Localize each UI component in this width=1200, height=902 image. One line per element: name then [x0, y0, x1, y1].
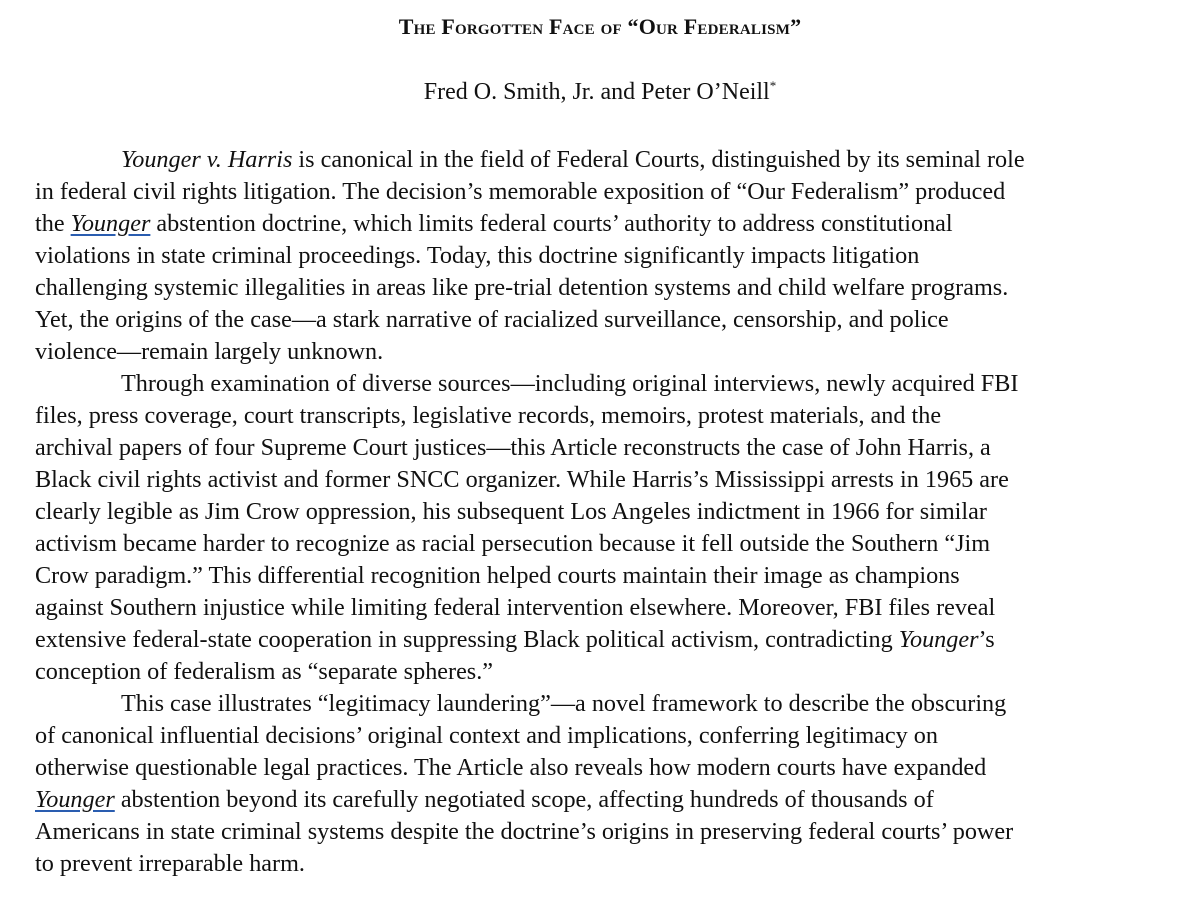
abstract-line: to prevent irreparable harm. — [35, 850, 305, 877]
abstract-line: the Younger abstention doctrine, which limits federal courts’ authority to address constitutional — [35, 210, 953, 237]
abstract-line: Americans in state criminal systems despite the doctrine’s origins in preserving federal courts’ power — [35, 818, 1014, 845]
abstract-line: of canonical influential decisions’ original context and implications, conferring legitimacy on — [35, 722, 938, 749]
case-link-younger[interactable]: Younger — [70, 210, 151, 237]
abstract-line: Black civil rights activist and former SNCC organizer. While Harris’s Mississippi arrests in 1965 are — [35, 466, 1009, 493]
abstract-line: Through examination of diverse sources—including original interviews, newly acquired FBI — [121, 370, 1019, 397]
case-link-younger[interactable]: Younger — [35, 786, 115, 813]
author-names: Fred O. Smith, Jr. and Peter O’Neill — [423, 79, 770, 105]
author-line — [0, 78, 1200, 106]
abstract-line: Yet, the origins of the case—a stark narrative of racialized surveillance, censorship, and police — [35, 306, 949, 333]
abstract-line: This case illustrates “legitimacy laundering”—a novel framework to describe the obscuring — [121, 690, 1007, 717]
abstract-line: files, press coverage, court transcripts, legislative records, memoirs, protest materials, and the — [35, 402, 942, 429]
abstract-line: otherwise questionable legal practices. The Article also reveals how modern courts have expanded — [35, 754, 987, 781]
abstract-line: violations in state criminal proceedings. Today, this doctrine significantly impacts litigation — [35, 242, 920, 269]
abstract-line: extensive federal-state cooperation in suppressing Black political activism, contradicting Younger’s — [35, 626, 995, 653]
abstract-line: against Southern injustice while limiting federal intervention elsewhere. Moreover, FBI files reveal — [35, 594, 996, 621]
case-name-italic: Younger — [898, 626, 979, 653]
abstract-line: Younger v. Harris is canonical in the field of Federal Courts, distinguished by its seminal role — [121, 146, 1025, 173]
case-name-italic: Younger v. Harris — [121, 146, 293, 173]
abstract-line: violence—remain largely unknown. — [35, 338, 384, 365]
author-footnote-mark[interactable]: * — [769, 78, 777, 93]
abstract-line: Crow paradigm.” This differential recognition helped courts maintain their image as champions — [35, 562, 960, 589]
article-title: The Forgotten Face of “Our Federalism” — [398, 14, 802, 39]
abstract-line: clearly legible as Jim Crow oppression, his subsequent Los Angeles indictment in 1966 for similar — [35, 498, 987, 525]
abstract-line: archival papers of four Supreme Court justices—this Article reconstructs the case of John Harris, a — [35, 434, 991, 461]
abstract-line: conception of federalism as “separate spheres.” — [35, 658, 494, 685]
abstract-line: activism became harder to recognize as racial persecution because it fell outside the Southern “Jim — [35, 530, 991, 557]
abstract-line: in federal civil rights litigation. The decision’s memorable exposition of “Our Federalism” produced — [35, 178, 1006, 205]
abstract-line: Younger abstention beyond its carefully negotiated scope, affecting hundreds of thousands of — [35, 786, 934, 813]
abstract-line: challenging systemic illegalities in areas like pre-trial detention systems and child welfare programs. — [35, 274, 1009, 301]
